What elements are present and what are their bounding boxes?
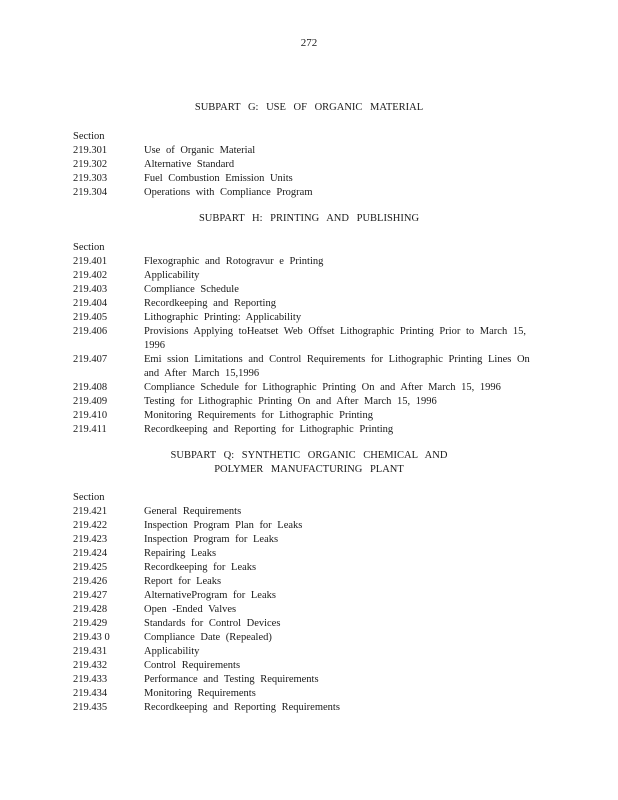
section-title: Monitoring Requirements xyxy=(144,688,256,699)
section-title: Recordkeeping and Reporting xyxy=(144,298,276,309)
section-number: 219.302 xyxy=(73,159,108,170)
section-row xyxy=(73,269,543,283)
subpart-q-heading-line: POLYMER MANUFACTURING PLANT xyxy=(214,464,404,475)
subpart-g-section-label: Section xyxy=(73,131,105,142)
subpart-g-heading-line: SUBPART G: USE OF ORGANIC MATERIAL xyxy=(194,102,424,113)
section-row xyxy=(73,255,543,269)
section-title: Lithographic Printing: Applicability xyxy=(144,312,302,323)
section-row xyxy=(73,645,543,659)
section-number: 219.431 xyxy=(73,646,108,657)
section-title: Emi ssion Limitations and Control Requirements for Lithographic Printing Lines On and After March 15,1996 xyxy=(144,354,530,379)
section-title: Recordkeeping for Leaks xyxy=(144,562,257,573)
subpart-q-heading-line: SUBPART Q: SYNTHETIC ORGANIC CHEMICAL AND xyxy=(170,450,448,461)
section-row xyxy=(73,687,543,701)
section-row xyxy=(73,423,543,437)
section-number: 219.424 xyxy=(73,548,108,559)
section-title: Performance and Testing Requirements xyxy=(144,674,319,685)
section-number: 219.301 xyxy=(73,145,108,156)
section-row xyxy=(73,381,543,395)
section-number: 219.304 xyxy=(73,187,108,198)
section-number: 219.408 xyxy=(73,382,108,393)
section-title: Report for Leaks xyxy=(144,576,222,587)
section-title: Alternative Standard xyxy=(144,159,235,170)
subpart-q-section-label: Section xyxy=(73,492,105,503)
section-row xyxy=(73,297,543,311)
section-title: Standards for Control Devices xyxy=(144,618,281,629)
section-number: 219.433 xyxy=(73,674,108,685)
section-number: 219.432 xyxy=(73,660,108,671)
section-row xyxy=(73,575,543,589)
section-row xyxy=(73,158,543,172)
section-title: Fuel Combustion Emission Units xyxy=(144,173,293,184)
section-row xyxy=(73,172,543,186)
section-row xyxy=(73,659,543,673)
section-row xyxy=(73,519,543,533)
section-row xyxy=(73,617,543,631)
section-number: 219.43 0 xyxy=(73,632,110,643)
section-title: Inspection Program Plan for Leaks xyxy=(144,520,303,531)
section-row xyxy=(73,631,543,645)
subpart-h-section-label: Section xyxy=(73,242,105,253)
section-number: 219.407 xyxy=(73,354,108,365)
section-row xyxy=(73,673,543,687)
section-number: 219.409 xyxy=(73,396,108,407)
section-number: 219.404 xyxy=(73,298,108,309)
subpart-h-heading xyxy=(0,212,618,226)
section-title: Open -Ended Valves xyxy=(144,604,237,615)
section-row xyxy=(73,561,543,575)
section-title: Monitoring Requirements for Lithographic Printing xyxy=(144,410,373,421)
subpart-g-heading xyxy=(0,101,618,115)
subpart-g-section-list xyxy=(73,144,543,200)
section-title: Compliance Schedule for Lithographic Printing On and After March 15, 1996 xyxy=(144,382,501,393)
subpart-h-section-list xyxy=(73,255,543,437)
section-row xyxy=(73,589,543,603)
section-title: AlternativeProgram for Leaks xyxy=(144,590,276,601)
section-title: Recordkeeping and Reporting Requirements xyxy=(144,702,340,713)
section-row xyxy=(73,701,543,715)
section-number: 219.406 xyxy=(73,326,108,337)
section-row xyxy=(73,325,543,353)
section-number: 219.422 xyxy=(73,520,108,531)
section-number: 219.426 xyxy=(73,576,108,587)
section-number: 219.423 xyxy=(73,534,108,545)
section-row xyxy=(73,533,543,547)
section-number: 219.401 xyxy=(73,256,108,267)
section-title: Recordkeeping and Reporting for Lithographic Printing xyxy=(144,424,394,435)
section-number: 219.405 xyxy=(73,312,108,323)
section-number: 219.434 xyxy=(73,688,108,699)
page-number: 272 xyxy=(300,37,318,49)
section-number: 219.435 xyxy=(73,702,108,713)
section-row xyxy=(73,409,543,423)
section-row xyxy=(73,186,543,200)
section-row xyxy=(73,283,543,297)
section-number: 219.421 xyxy=(73,506,108,517)
section-number: 219.410 xyxy=(73,410,108,421)
section-title: General Requirements xyxy=(144,506,242,517)
section-number: 219.427 xyxy=(73,590,108,601)
section-title: Compliance Schedule xyxy=(144,284,239,295)
section-title: Applicability xyxy=(144,646,200,657)
section-title: Flexographic and Rotogravur e Printing xyxy=(144,256,324,267)
section-number: 219.402 xyxy=(73,270,108,281)
section-title: Applicability xyxy=(144,270,200,281)
section-row xyxy=(73,395,543,409)
section-title: Inspection Program for Leaks xyxy=(144,534,279,545)
section-number: 219.425 xyxy=(73,562,108,573)
subpart-h-heading-line: SUBPART H: PRINTING AND PUBLISHING xyxy=(198,213,420,224)
subpart-q-heading xyxy=(0,449,618,477)
section-row xyxy=(73,547,543,561)
section-title: Use of Organic Material xyxy=(144,145,256,156)
section-number: 219.303 xyxy=(73,173,108,184)
section-row xyxy=(73,311,543,325)
section-title: Compliance Date (Repealed) xyxy=(144,632,272,643)
section-title: Provisions Applying toHeatset Web Offset Lithographic Printing Prior to March 15, 1996 xyxy=(144,326,526,351)
section-title: Testing for Lithographic Printing On and After March 15, 1996 xyxy=(144,396,437,407)
section-row xyxy=(73,144,543,158)
section-number: 219.429 xyxy=(73,618,108,629)
section-row xyxy=(73,353,543,381)
section-title: Control Requirements xyxy=(144,660,241,671)
section-row xyxy=(73,603,543,617)
section-title: Operations with Compliance Program xyxy=(144,187,313,198)
section-row xyxy=(73,505,543,519)
section-number: 219.403 xyxy=(73,284,108,295)
section-title: Repairing Leaks xyxy=(144,548,217,559)
section-number: 219.411 xyxy=(73,424,107,435)
section-number: 219.428 xyxy=(73,604,108,615)
subpart-q-section-list xyxy=(73,505,543,715)
